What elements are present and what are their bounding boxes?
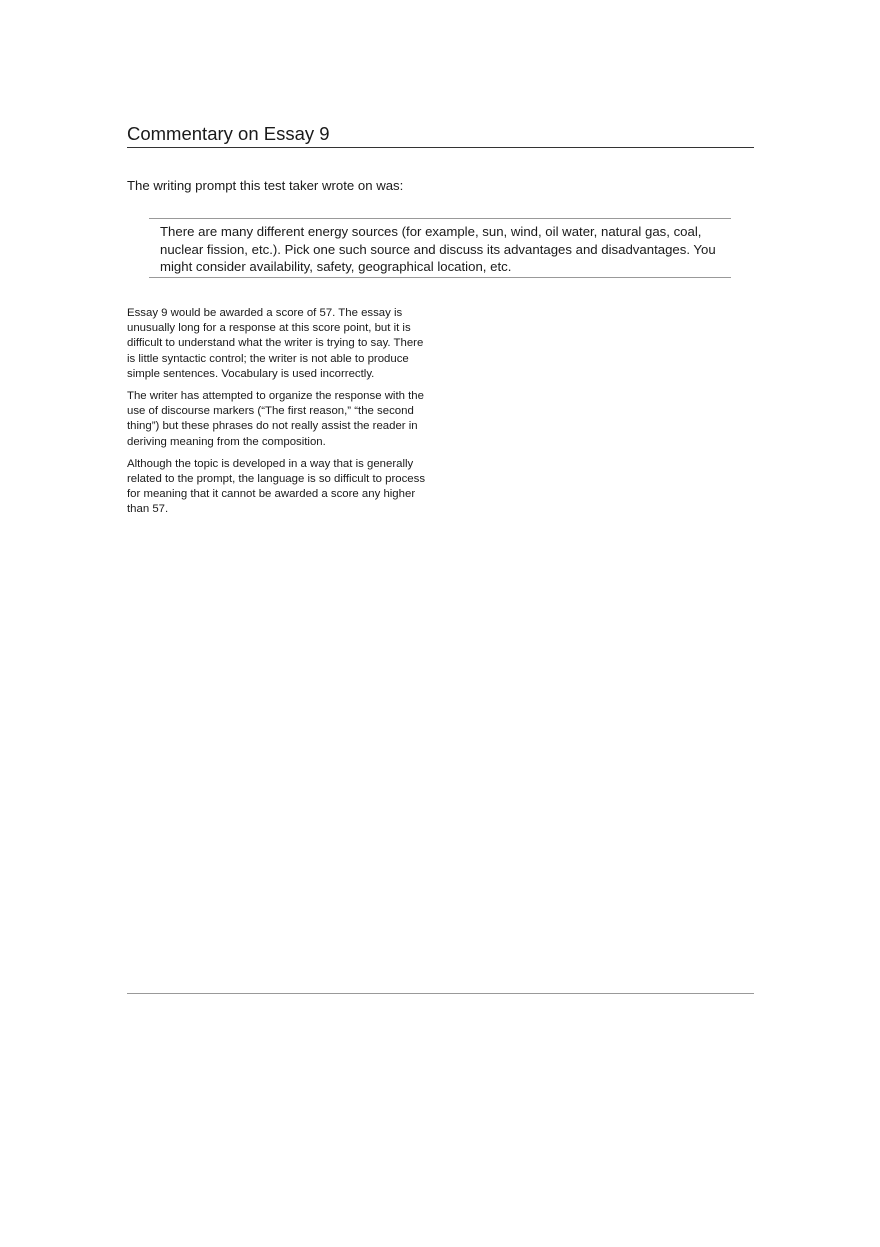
commentary-paragraph: Essay 9 would be awarded a score of 57. The essay is unusually long for a response at this score point, but it is difficult to understand what the writer is trying to say. There is little syntactic control; the writer is not able to produce simple sentences. Vocabulary is used incorrectly. [127, 307, 424, 380]
footer-divider [127, 993, 754, 994]
writing-prompt-text: There are many different energy sources (for example, sun, wind, oil water, natural gas, coal, nuclear fission, etc.). Pick one such source and discuss its advantages and disadvantages. You might consider availability, safety, geographical location, etc. [160, 224, 716, 274]
commentary-column [127, 306, 427, 525]
prompt-intro: The writing prompt this test taker wrote on was: [127, 178, 404, 193]
writing-prompt-box [149, 218, 731, 278]
commentary-paragraph: Although the topic is developed in a way that is generally related to the prompt, the language is so difficult to process for meaning that it cannot be awarded a score any higher than 57. [127, 457, 426, 516]
commentary-paragraph: The writer has attempted to organize the response with the use of discourse markers (“The first reason,” “the second thing”) but these phrases do not really assist the reader in deriving meaning from the composition. [127, 390, 424, 448]
page-title: Commentary on Essay 9 [127, 122, 754, 148]
